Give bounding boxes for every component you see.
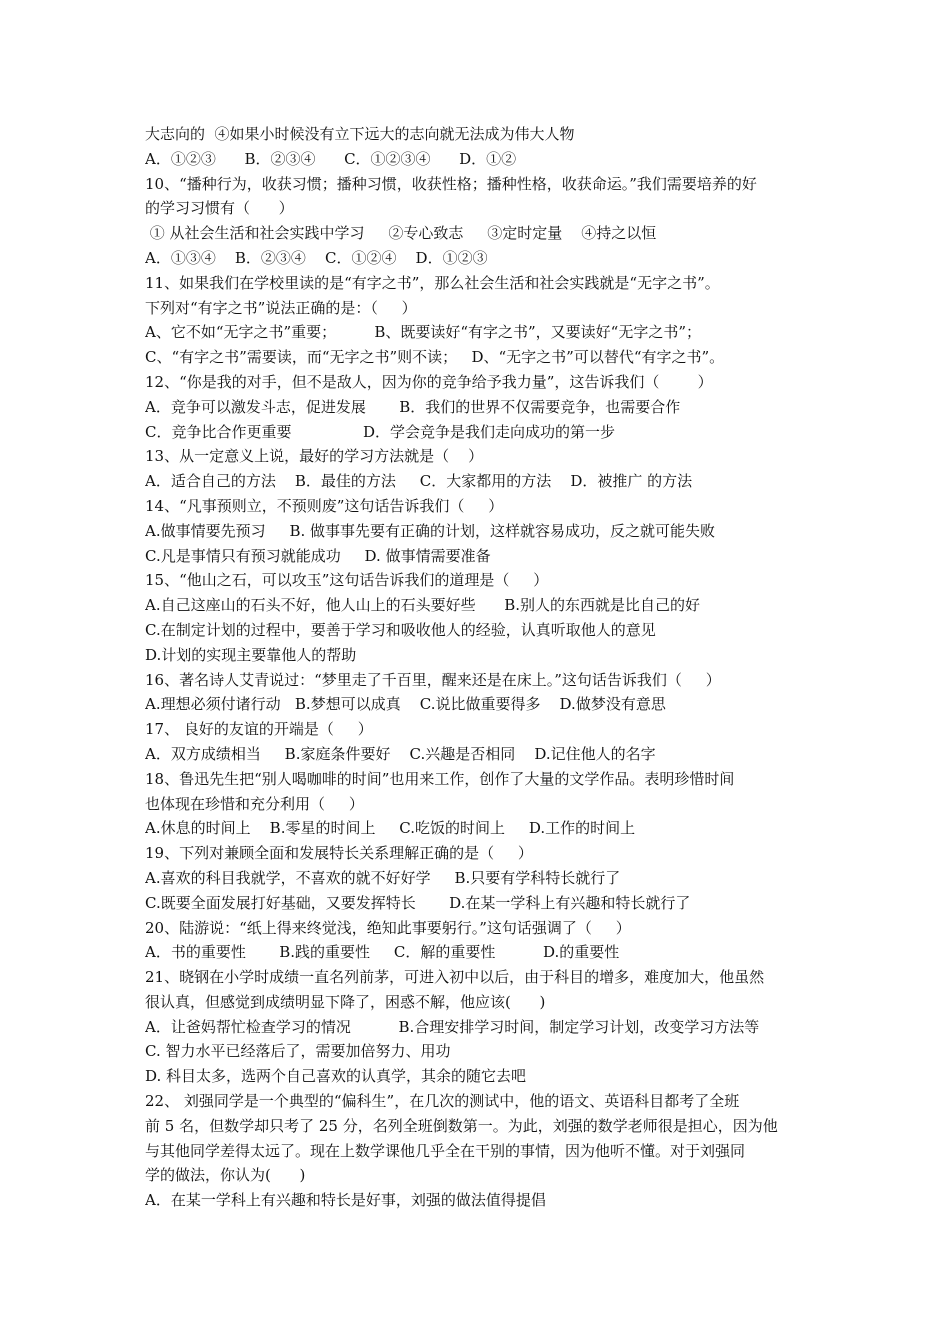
text-line: 的学习习惯有（ ） [145, 199, 294, 218]
text-line: 22、 刘强同学是一个典型的“偏科生”，在几次的测试中，他的语文、英语科目都考了全班 [145, 1092, 740, 1111]
text-line: 11、如果我们在学校里读的是“有字之书”，那么社会生活和社会实践就是“无字之书”。 [145, 273, 720, 292]
text-line: C．竞争比合作更重要 D．学会竞争是我们走向成功的第一步 [145, 422, 616, 441]
text-line: C.既要全面发展打好基础，又要发挥特长 D.在某一学科上有兴趣和特长就行了 [145, 893, 691, 912]
text-line: 18、鲁迅先生把“别人喝咖啡的时间”也用来工作，创作了大量的文学作品。表明珍惜时间 [145, 769, 735, 788]
document-page [145, 122, 825, 1213]
text-line: A．竞争可以激发斗志，促进发展 B．我们的世界不仅需要竞争，也需要合作 [145, 397, 681, 416]
text-line: ① 从社会生活和社会实践中学习 ②专心致志 ③定时定量 ④持之以恒 [145, 224, 657, 243]
text-line: C、“有字之书”需要读，而“无字之书”则不读； D、“无字之书”可以替代“有字之书”。 [145, 348, 725, 367]
text-line: D. 科目太多，选两个自己喜欢的认真学，其余的随它去吧 [145, 1067, 527, 1086]
text-line: 13、从一定意义上说，最好的学习方法就是（ ） [145, 447, 484, 466]
text-line: A.做事情要先预习 B. 做事事先要有正确的计划，这样就容易成功，反之就可能失败 [145, 521, 716, 540]
text-line: 与其他同学差得太远了。现在上数学课他几乎全在干别的事情，因为他听不懂。对于刘强同 [145, 1141, 746, 1160]
text-line: A.休息的时间上 B.零星的时间上 C.吃饭的时间上 D.工作的时间上 [145, 819, 636, 838]
text-line: 学的做法，你认为( ) [145, 1166, 306, 1185]
text-line: A．①③④ B．②③④ C．①②④ D．①②③ [145, 248, 488, 267]
text-line: A.自己这座山的石头不好，他人山上的石头要好些 B.别人的东西就是比自己的好 [145, 596, 701, 615]
text-line: 10、“播种行为，收获习惯；播种习惯，收获性格；播种性格，收获命运。”我们需要培养的好 [145, 174, 757, 193]
text-line: A．让爸妈帮忙检查学习的情况 B.合理安排学习时间，制定学习计划，改变学习方法等 [145, 1017, 760, 1036]
text-line: 下列对“有字之书”说法正确的是：（ ） [145, 298, 417, 317]
text-line: A．双方成绩相当 B.家庭条件要好 C.兴趣是否相同 D.记住他人的名字 [145, 744, 656, 763]
text-line: 前 5 名，但数学却只考了 25 分，名列全班倒数第一。为此，刘强的数学老师很是担心，因为他 [145, 1116, 778, 1135]
text-line: A．书的重要性 B.践的重要性 C．解的重要性 D.的重要性 [145, 943, 620, 962]
text-line: 16、著名诗人艾青说过：“梦里走了千百里，醒来还是在床上。”这句话告诉我们（ ） [145, 670, 721, 689]
text-line: C.在制定计划的过程中，要善于学习和吸收他人的经验，认真听取他人的意见 [145, 620, 656, 639]
text-line: C. 智力水平已经落后了，需要加倍努力、用功 [145, 1042, 451, 1061]
text-line: 19、下列对兼顾全面和发展特长关系理解正确的是（ ） [145, 844, 533, 863]
text-line: 也体现在珍惜和充分利用（ ） [145, 794, 364, 813]
text-line: 20、陆游说：“纸上得来终觉浅，绝知此事要躬行。”这句话强调了（ ） [145, 918, 631, 937]
text-line: 15、“他山之石，可以攻玉”这句话告诉我们的道理是（ ） [145, 571, 549, 590]
text-line: C.凡是事情只有预习就能成功 D. 做事情需要准备 [145, 546, 491, 565]
text-line: 12、“你是我的对手，但不是敌人，因为你的竞争给予我力量”，这告诉我们（ ） [145, 372, 713, 391]
text-line: A、它不如“无字之书”重要； B、既要读好“有字之书”，又要读好“无字之书”； [145, 323, 702, 342]
text-line: A.喜欢的科目我就学，不喜欢的就不好好学 B.只要有学科特长就行了 [145, 868, 621, 887]
text-line: 大志向的 ④如果小时候没有立下远大的志向就无法成为伟大人物 [145, 125, 575, 143]
text-line: 很认真，但感觉到成绩明显下降了，困惑不解，他应该( ) [145, 992, 546, 1011]
text-line: A.理想必须付诸行动 B.梦想可以成真 C.说比做重要得多 D.做梦没有意思 [145, 695, 666, 714]
text-line: A．适合自己的方法 B．最佳的方法 C．大家都用的方法 D．被推广 的方法 [145, 472, 693, 491]
text-line: A．①②③ B．②③④ C．①②③④ D．①② [145, 149, 517, 168]
text-line: A．在某一学科上有兴趣和特长是好事，刘强的做法值得提倡 [145, 1191, 546, 1210]
text-line: 21、晓钢在小学时成绩一直名列前茅，可进入初中以后，由于科目的增多，难度加大，他虽然 [145, 968, 765, 987]
text-line: 14、“凡事预则立，不预则废”这句话告诉我们（ ） [145, 496, 504, 515]
text-line: D.计划的实现主要靠他人的帮助 [145, 645, 357, 664]
text-line: 17、 良好的友谊的开端是（ ） [145, 720, 373, 739]
